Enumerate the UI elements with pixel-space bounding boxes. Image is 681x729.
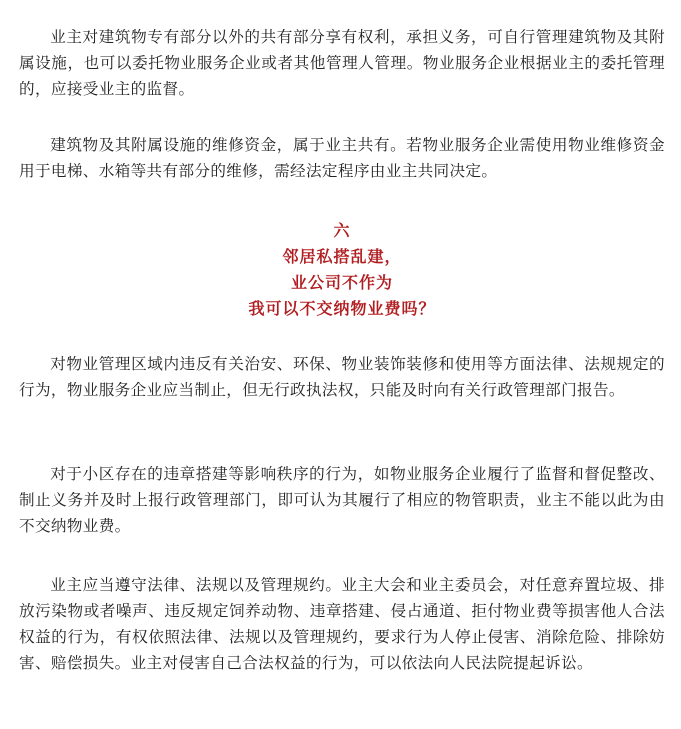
section-title-line-3: 我可以不交纳物业费吗？ bbox=[248, 299, 436, 318]
paragraph-common-parts: 业主对建筑物专有部分以外的共有部分享有权利，承担义务，可自行管理建筑物及其附属设施，也可以委托物业服务企业或者其他管理人管理。物业服务企业根据业主的委托管理的，应接受业主的监督。 bbox=[19, 28, 665, 98]
section-title-line-2: 业公司不作为 bbox=[290, 273, 393, 292]
paragraph-illegal-construction: 对于小区存在的违章搭建等影响秩序的行为，如物业服务企业履行了监督和督促整改、制止义务并及时上报行政管理部门，即可认为其履行了相应的物管职责，业主不能以此为由不交纳物业费。 bbox=[19, 465, 665, 535]
paragraph-property-duty: 对物业管理区域内违反有关治安、环保、物业装饰装修和使用等方面法律、法规规定的行为，物业服务企业应当制止，但无行政执法权，只能及时向有关行政管理部门报告。 bbox=[19, 355, 665, 399]
section-heading bbox=[19, 218, 665, 322]
section-title-line-1: 邻居私搭乱建， bbox=[282, 247, 402, 266]
section-number: 六 bbox=[333, 221, 351, 240]
paragraph-maintenance-fund: 建筑物及其附属设施的维修资金，属于业主共有。若物业服务企业需使用物业维修资金用于电梯、水箱等共有部分的维修，需经法定程序由业主共同决定。 bbox=[19, 136, 665, 180]
paragraph-owner-rights: 业主应当遵守法律、法规以及管理规约。业主大会和业主委员会，对任意弃置垃圾、排放污染物或者噪声、违反规定饲养动物、违章搭建、侵占通道、拒付物业费等损害他人合法权益的行为，有权依照法律、法规以及管理规约，要求行为人停止侵害、消除危险、排除妨害、赔偿损失。业主对侵害自己合法权益的行为，可以依法向人民法院提起诉讼。 bbox=[19, 576, 665, 672]
